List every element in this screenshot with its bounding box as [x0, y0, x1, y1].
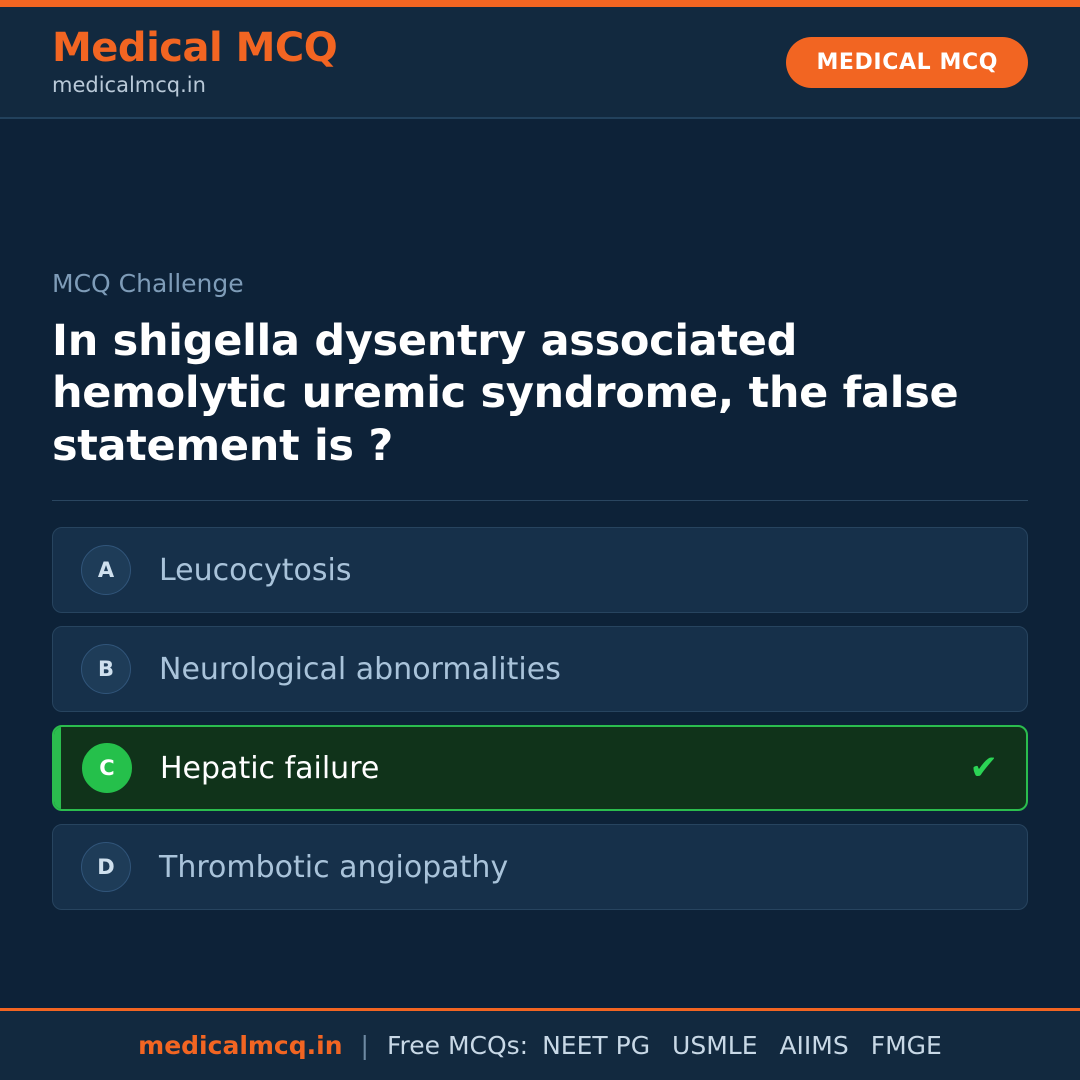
- option-b-letter: B: [81, 644, 131, 694]
- header: [0, 7, 1080, 119]
- option-c-text: Hepatic failure: [160, 750, 380, 786]
- question-divider: [52, 500, 1028, 501]
- brand-subtitle: medicalmcq.in: [52, 73, 206, 98]
- option-c[interactable]: [52, 725, 1028, 811]
- footer-label: Free MCQs:: [386, 1031, 529, 1060]
- option-d-text: Thrombotic angiopathy: [159, 849, 509, 885]
- brand-title: Medical MCQ: [52, 25, 338, 72]
- footer-exam-aiims: AIIMS: [779, 1031, 849, 1060]
- footer-separator: |: [360, 1031, 369, 1060]
- option-a-letter: A: [81, 545, 131, 595]
- option-b-text: Neurological abnormalities: [159, 651, 561, 687]
- footer-exam-usmle: USMLE: [672, 1031, 758, 1060]
- option-a-text: Leucocytosis: [159, 552, 352, 588]
- top-accent-bar: [0, 0, 1080, 7]
- footer-exam-neetpg: NEET PG: [542, 1031, 651, 1060]
- option-d[interactable]: [52, 824, 1028, 910]
- main-content: [0, 119, 1080, 1008]
- footer-exam-fmge: FMGE: [870, 1031, 942, 1060]
- footer-exams: [528, 1031, 942, 1060]
- kicker-label: MCQ Challenge: [52, 269, 244, 298]
- option-b[interactable]: [52, 626, 1028, 712]
- footer-site: medicalmcq.in: [138, 1031, 343, 1060]
- question-text: In shigella dysentry associated hemolytic uremic syndrome, the false statement is ?: [52, 316, 959, 471]
- header-badge: MEDICAL MCQ: [786, 37, 1028, 88]
- footer: [0, 1008, 1080, 1080]
- option-d-letter: D: [81, 842, 131, 892]
- option-a[interactable]: [52, 527, 1028, 613]
- option-c-letter: C: [82, 743, 132, 793]
- checkmark-icon: ✔: [969, 748, 998, 789]
- brand-block: [52, 26, 337, 97]
- options-list: [52, 527, 1028, 910]
